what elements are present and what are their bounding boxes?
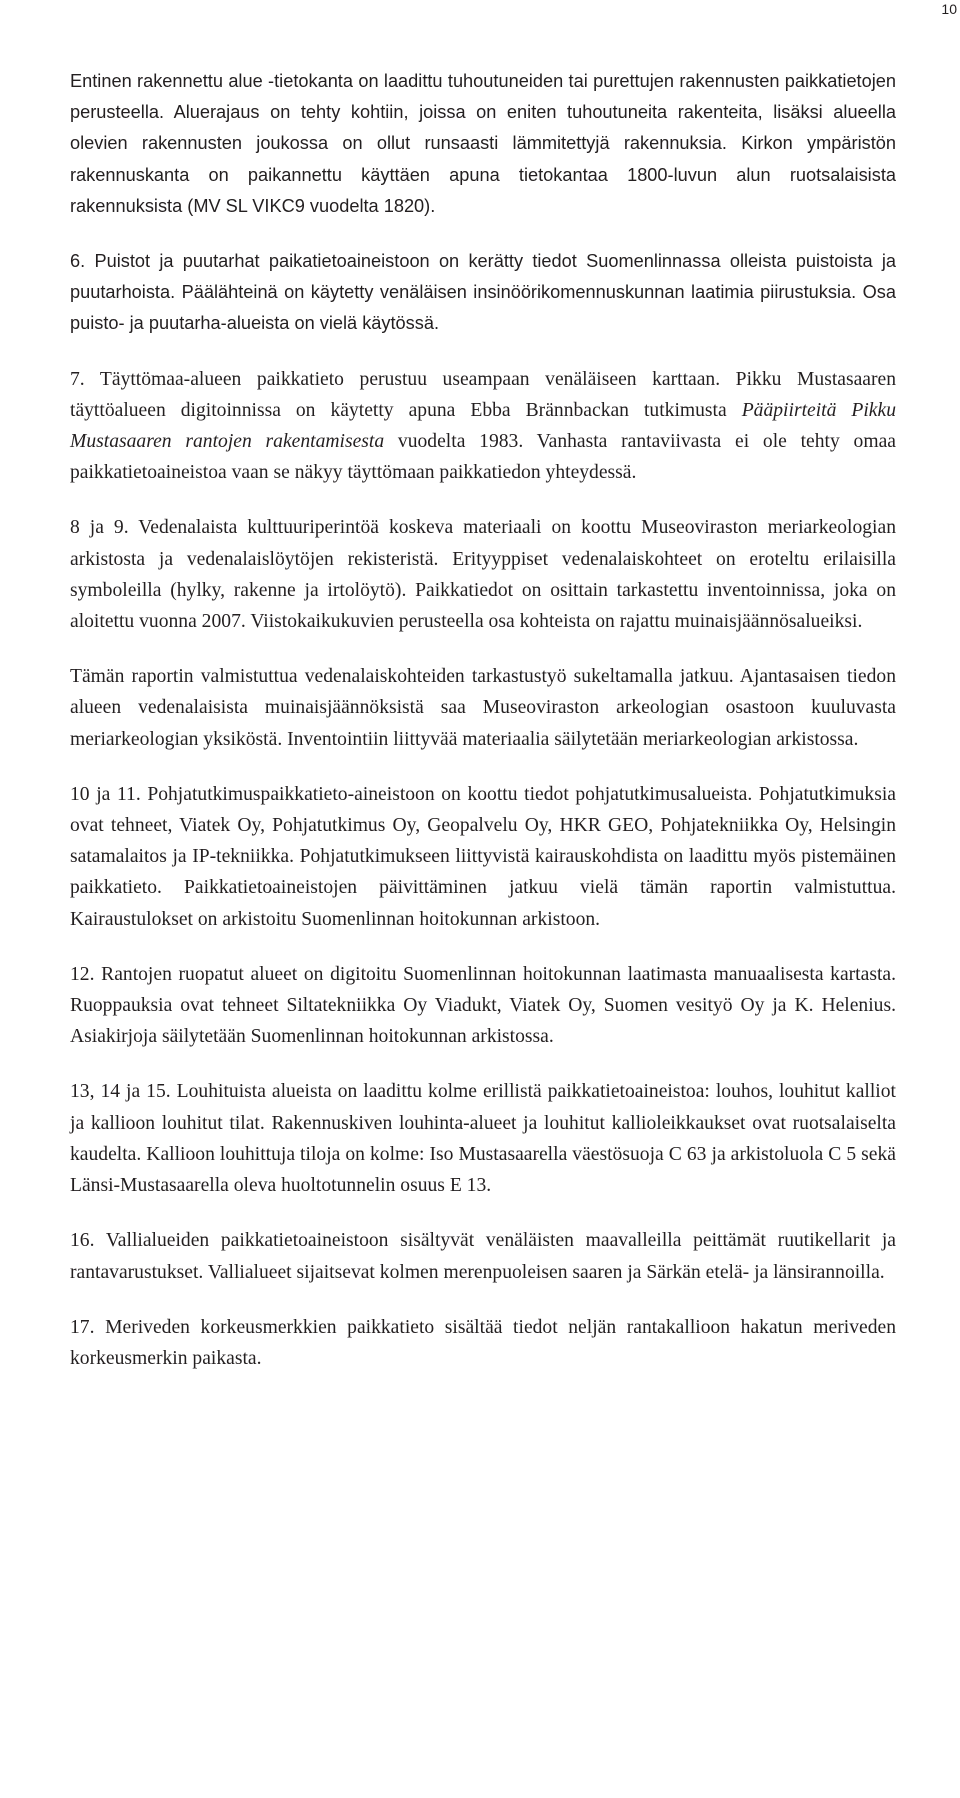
paragraph-ruopatut: 12. Rantojen ruopatut alueet on digitoitu Suomenlinnan hoitokunnan laatimasta manuaalisesta kartasta. Ruoppauksia ovat tehneet Siltatekniikka Oy Viadukt, Viatek Oy, Suomen vesityö Oy ja K. Helenius. Asiakirjoja säilytetään Suomenlinnan hoitokunnan arkistossa. — [70, 963, 896, 1048]
italic-book-title: Pääpiirteitä Pikku Mustasaaren rantojen rakentamisesta — [70, 399, 896, 453]
paragraph-tayttomaa — [70, 364, 896, 489]
paragraph-korkeusmerkit: 17. Meriveden korkeusmerkkien paikkatieto sisältää tiedot neljän rantakallioon hakatun meriveden korkeusmerkin paikasta. — [70, 1316, 896, 1369]
paragraph-pohjatutkimus: 10 ja 11. Pohjatutkimuspaikkatieto-aineistoon on koottu tiedot pohjatutkimusalueista. Pohjatutkimuksia ovat tehneet, Viatek Oy, Pohjatutkimus Oy, Geopalvelu Oy, HKR GEO, Pohjatekniikka Oy, Helsingin satamalaitos ja IP-tekniikka. Pohjatutkimukseen liittyvistä kairauskohdista on laadittu myös pistemäinen paikkatieto. Paikkatietoaineistojen päivittäminen jatkuu vielä tämän raportin valmistuttua. Kairaustulokset on arkistoitu Suomenlinnan hoitokunnan arkistoon. — [70, 783, 896, 930]
page-number: 10 — [941, 1, 957, 17]
paragraph-rakennettu-alue: Entinen rakennettu alue -tietokanta on laadittu tuhoutuneiden tai purettujen rakennusten paikkatietojen perusteella. Aluerajaus on tehty kohtiin, joissa on eniten tuhoutuneita rakenteita, lisäksi alueella olevien rakennusten joukossa on ollut runsaasti lämmitettyjä rakennuksia. Kirkon ympäristön rakennuskanta on paikannettu käyttäen apuna tietokantaa 1800-luvun alun ruotsalaisista rakennuksista (MV SL VIKC9 vuodelta 1820). — [70, 71, 896, 216]
body-text — [70, 66, 896, 1374]
paragraph-tayttomaa-after: vuodelta 1983. Vanhasta rantaviivasta ei ole tehty omaa paikkatietoaineistoa vaan se näkyy täyttömaan paikkatiedon yhteydessä. — [70, 431, 896, 484]
paragraph-puistot: 6. Puistot ja puutarhat paikatietoaineistoon on kerätty tiedot Suomenlinnassa olleista puistoista ja puutarhoista. Päälähteinä on käytetty venäläisen insinöörikomennuskunnan laatimia piirustuksia. Osa puisto- ja puutarha-alueista on vielä käytössä. — [70, 251, 896, 334]
paragraph-tayttomaa-before: 7. Täyttömaa-alueen paikkatieto perustuu useampaan venäläiseen karttaan. Pikku Mustasaaren täyttöalueen digitoinnissa on käytetty apuna Ebba Brännbackan tutkimusta — [70, 368, 896, 421]
paragraph-vallialueet: 16. Vallialueiden paikkatietoaineistoon sisältyvät venäläisten maavalleilla peittämät ruutikellarit ja rantavarustukset. Vallialueet sijaitsevat kolmen merenpuoleisen saaren ja Särkän etelä- ja länsirannoilla. — [70, 1230, 896, 1283]
paragraph-vedenalainen: 8 ja 9. Vedenalaista kulttuuriperintöä koskeva materiaali on koottu Museoviraston meriarkeologian arkistosta ja vedenalaislöytöjen rekisteristä. Erityyppiset vedenalaiskohteet on eroteltu erilaisilla symboleilla (hylky, rakenne ja irtolöytö). Paikkatiedot on osittain tarkastettu inventoinnissa, joka on aloitettu vuonna 2007. Viistokaikukuvien perusteella osa kohteista on rajattu muinaisjäännösalueiksi. — [70, 517, 896, 633]
paragraph-tarkastustyo: Tämän raportin valmistuttua vedenalaiskohteiden tarkastustyö sukeltamalla jatkuu. Ajantasaisen tiedon alueen vedenalaisista muinaisjäännöksistä saa Museoviraston arkeologian osastoon kuuluvasta meriarkeologian yksiköstä. Inventointiin liittyvää materiaalia säilytetään meriarkeologian arkistossa. — [70, 666, 896, 750]
paragraph-louhitut: 13, 14 ja 15. Louhituista alueista on laadittu kolme erillistä paikkatietoaineistoa: louhos, louhitut kalliot ja kallioon louhitut tilat. Rakennuskiven louhinta-alueet ja louhitut kallioleikkaukset ovat ruotsalaiselta kaudelta. Kallioon louhittuja tiloja on kolme: Iso Mustasaarella väestösuoja C 63 ja arkistoluola C 5 sekä Länsi-Mustasaarella oleva huoltotunnelin osuus E 13. — [70, 1081, 896, 1197]
